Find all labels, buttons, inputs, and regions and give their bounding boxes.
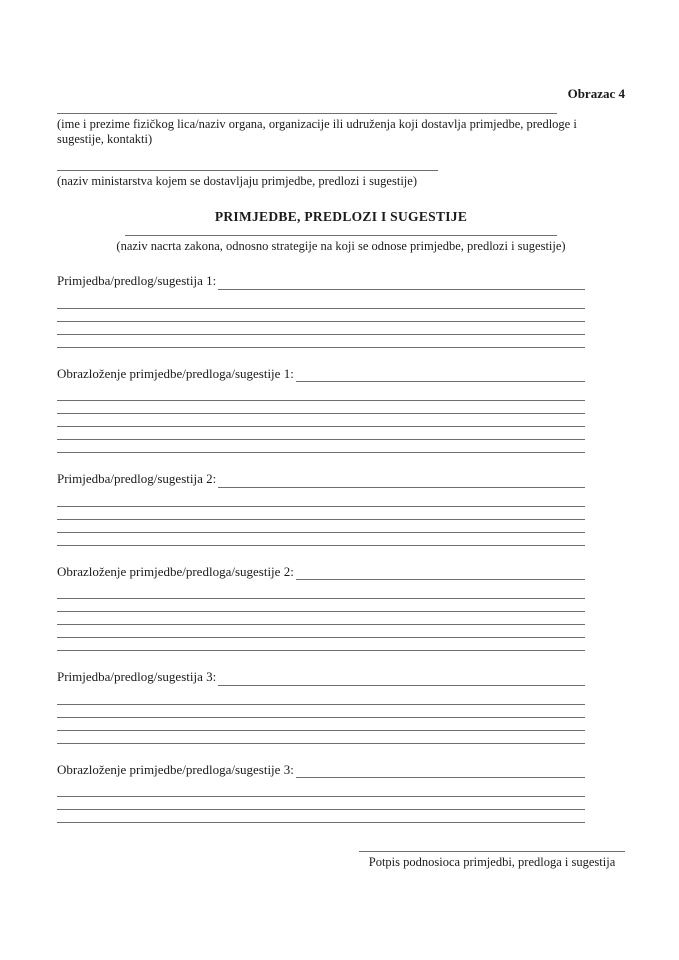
signature-line [359,851,625,852]
writing-line [57,322,585,335]
section-label: Primjedba/predlog/sugestija 2: [57,471,217,487]
label-fill-line [218,673,585,686]
section-explanation-2 [57,564,625,652]
writing-line [57,296,585,309]
section-explanation-3 [57,762,625,824]
section-label: Obrazloženje primjedbe/predloga/sugestije 1: [57,365,294,381]
section-label: Primjedba/predlog/sugestija 3: [57,669,217,685]
section-label: Obrazloženje primjedbe/predloga/sugestije 2: [57,563,294,579]
ministry-fill-line [57,170,438,171]
writing-line [57,335,585,348]
writing-line [57,388,585,401]
writing-line [57,427,585,440]
section-label-row [57,273,585,290]
writing-line [57,533,585,546]
writing-line [57,705,585,718]
writing-line [57,638,585,651]
writing-line [57,494,585,507]
section-remark-2 [57,471,625,546]
draft-fill-line [125,235,557,236]
form-id: Obrazac 4 [567,86,625,101]
writing-line [57,309,585,322]
writing-line [57,784,585,797]
section-remark-1 [57,273,625,348]
writing-line [57,586,585,599]
label-fill-line [296,369,585,382]
section-label-row [57,669,585,686]
writing-line [57,810,585,823]
writing-line [57,797,585,810]
writing-lines [57,784,585,823]
section-explanation-1 [57,366,625,454]
label-fill-line [296,567,585,580]
ministry-caption: (naziv ministarstva kojem se dostavljaju primjedbe, predlozi i sugestije) [57,174,417,189]
signature-caption: Potpis podnosioca primjedbi, predloga i sugestija [368,855,616,870]
writing-line [57,401,585,414]
section-label-row [57,762,585,779]
writing-lines [57,494,585,546]
writing-line [57,440,585,453]
writing-line [57,599,585,612]
writing-lines [57,388,585,453]
section-label-row [57,366,585,383]
writing-line [57,625,585,638]
submitter-caption: (ime i prezime fizičkog lica/naziv organa, organizacije ili udruženja koji dostavlja primjedbe, predloge i sugestije, kontakti) [57,116,577,147]
writing-line [57,414,585,427]
writing-lines [57,692,585,744]
writing-line [57,731,585,744]
section-label-row [57,564,585,581]
signature-block [359,851,625,871]
section-remark-3 [57,669,625,744]
writing-line [57,692,585,705]
label-fill-line [218,277,585,290]
label-fill-line [218,475,585,488]
writing-line [57,612,585,625]
form-title: PRIMJEDBE, PREDLOZI I SUGESTIJE [214,209,468,225]
writing-line [57,520,585,533]
writing-line [57,507,585,520]
label-fill-line [296,765,585,778]
section-label: Obrazloženje primjedbe/predloga/sugestije 3: [57,761,294,777]
section-label: Primjedba/predlog/sugestija 1: [57,273,217,289]
writing-lines [57,586,585,651]
submitter-fill-line [57,113,557,114]
writing-lines [57,296,585,348]
draft-caption: (naziv nacrta zakona, odnosno strategije na koji se odnose primjedbe, predlozi i sugestije) [116,239,566,254]
writing-line [57,718,585,731]
section-label-row [57,471,585,488]
